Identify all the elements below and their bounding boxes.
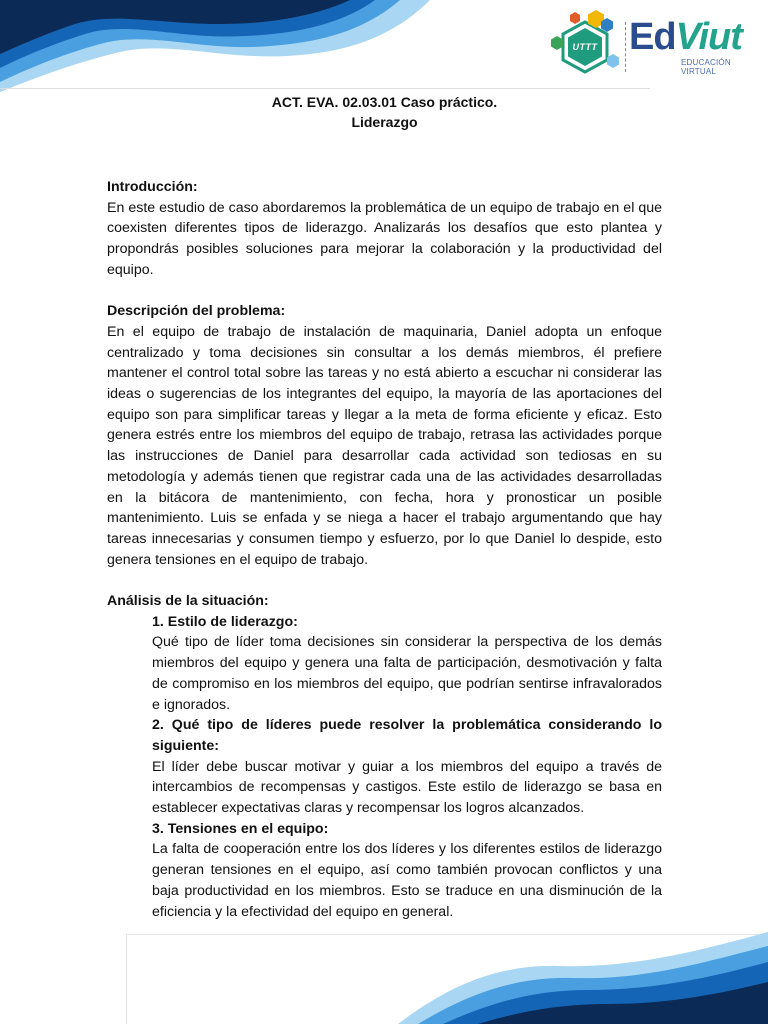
header-wave-decoration: [0, 0, 430, 95]
logo-word-viut: Viut: [675, 16, 742, 58]
analysis-item: [152, 715, 662, 819]
logo-word-ed: Ed: [629, 16, 676, 58]
intro-section: [107, 177, 662, 281]
footer-wave-decoration: [398, 924, 768, 1024]
logo-divider: [625, 22, 627, 72]
analysis-item-text: La falta de cooperación entre los dos líderes y los diferentes estilos de liderazgo generan tensiones en el equipo, así como también provocan conflictos y una baja productividad en los miembros. Esto se traduce en una disminución de la eficiencia y la efectividad del equipo en general.: [152, 841, 662, 920]
logo-subtitle: [681, 58, 731, 76]
analysis-item: [152, 819, 662, 923]
header-divider: [0, 88, 650, 89]
document-title: [107, 92, 662, 132]
analysis-item-text: El líder debe buscar motivar y guiar a los miembros del equipo a través de intercambios de recompensas y castigos. Este estilo de liderazgo se basa en establecer expectativas claras y recompensar los logros alcanzados.: [152, 758, 662, 817]
problem-paragraph: En el equipo de trabajo de instalación de maquinaria, Daniel adopta un enfoque centralizado y toma decisiones sin consultar a los demás miembros, él prefiere mantener el control total sobre las tareas y no está abierto a escuchar ni considerar las ideas o sugerencias de los integrantes del equipo, la mayoría de las aportaciones del equipo son para simplificar tareas y llegar a la meta de forma eficiente y eficaz. Esto genera estrés entre los miembros del equipo de trabajo, retrasa las actividades porque las instrucciones de Daniel para desarrollar cada actividad son tediosas en su metodología y además tienen que registrar cada una de las actividades desarrolladas en la bitácora de mantenimiento, con fecha, hora y pronosticar un posible mantenimiento. Luis se enfada y se niega a hacer el trabajo argumentando que hay tareas innecesarias y consumen tiempo y esfuerzo, por lo que Daniel lo despide, esto genera tensiones en el equipo de trabajo.: [107, 323, 662, 568]
logo-badge-text: UTTT: [572, 42, 598, 52]
analysis-item-heading: 2. Qué tipo de líderes puede resolver la problemática considerando lo siguiente:: [152, 717, 662, 754]
analysis-item-text: Qué tipo de líder toma decisiones sin considerar la perspectiva de los demás miembros del equipo y genera una falta de participación, desmotivación y falta de compromiso en los miembros del equipo, que podrían sentirse infravalorados e ignorados.: [152, 634, 662, 713]
logo-wordmark: [629, 18, 742, 56]
intro-paragraph: En este estudio de caso abordaremos la problemática de un equipo de trabajo en el que coexisten diferentes tipos de liderazgo. Analizarás los desafíos que esto plantea y propondrás posibles soluciones para mejorar la colaboración y la productividad del equipo.: [107, 199, 662, 278]
edviut-logo: [549, 8, 763, 84]
problem-heading: Descripción del problema:: [107, 303, 286, 320]
document-body: [107, 177, 662, 922]
intro-heading: Introducción:: [107, 179, 198, 195]
analysis-item: [152, 612, 662, 716]
logo-subtitle-line1: EDUCACIÓN: [681, 58, 731, 67]
analysis-item-heading: 1. Estilo de liderazgo:: [152, 613, 298, 630]
analysis-item-heading: 3. Tensiones en el equipo:: [152, 820, 329, 837]
title-line-2: Liderazgo: [351, 114, 418, 130]
title-line-1: ACT. EVA. 02.03.01 Caso práctico.: [271, 94, 498, 110]
spacer: [107, 570, 662, 591]
spacer: [107, 281, 662, 302]
footer-frame-line: [126, 934, 127, 1024]
analysis-list: [152, 612, 662, 923]
analysis-heading: Análisis de la situación:: [107, 593, 269, 610]
problem-section: [107, 301, 662, 570]
logo-subtitle-line2: VIRTUAL: [681, 67, 717, 76]
analysis-section: [107, 591, 662, 922]
